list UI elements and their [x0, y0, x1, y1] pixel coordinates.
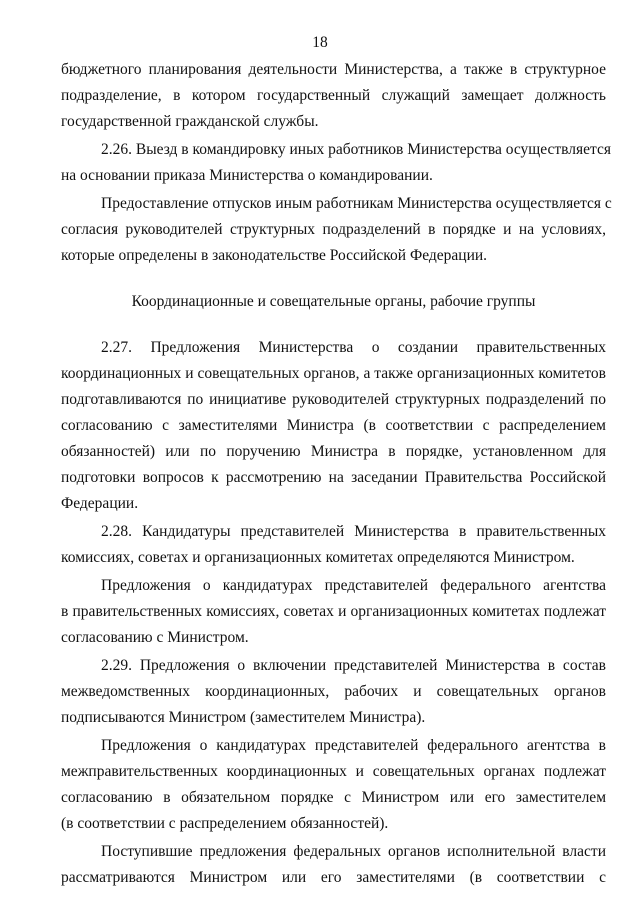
paragraph-continuation — [61, 57, 606, 135]
text-line: государственной гражданской службы. — [61, 113, 319, 130]
paragraph-2-29 — [61, 653, 606, 731]
paragraph-2-28 — [61, 519, 606, 571]
text-line: Поступившие предложения федеральных органов исполнительной власти — [101, 843, 606, 860]
text-line: согласованию в обязательном порядке с Министром или его заместителем — [61, 789, 606, 806]
paragraph-vacations — [61, 191, 612, 269]
text-line: согласованию с заместителями Министра (в соответствии с распределением — [61, 417, 606, 434]
text-line: обязанностей) или по поручению Министра в порядке, установленном для — [61, 443, 606, 460]
paragraph-2-26 — [61, 137, 611, 189]
text-line: рассматриваются Министром или его заместителями (в соответствии с — [61, 869, 606, 886]
text-line: подписываются Министром (заместителем Министра). — [61, 709, 426, 726]
paragraph-intergovernmental — [61, 733, 606, 837]
document-body — [61, 57, 612, 891]
text-line: 2.26. Выезд в командировку иных работников Министерства осуществляется — [101, 141, 611, 158]
section-heading: Координационные и совещательные органы, рабочие группы — [131, 293, 536, 310]
paragraph-2-27 — [61, 335, 606, 517]
paragraph-agency-candidates — [61, 573, 606, 651]
page-number: 18 — [312, 34, 328, 51]
text-line: 2.29. Предложения о включении представителей Министерства в состав — [101, 657, 606, 674]
text-line: которые определены в законодательстве Российской Федерации. — [61, 247, 488, 264]
text-line: согласованию с Министром. — [61, 629, 249, 646]
text-line: подготавливаются по инициативе руководителей структурных подразделений по — [61, 391, 606, 408]
text-line: 2.27. Предложения Министерства о создании правительственных — [101, 339, 606, 356]
text-line: в правительственных комиссиях, советах и организационных комитетах подлежат — [61, 603, 606, 620]
text-line: бюджетного планирования деятельности Министерства, а также в структурное — [61, 61, 606, 78]
text-line: 2.28. Кандидатуры представителей Министерства в правительственных — [101, 523, 606, 540]
text-line: подготовки вопросов к рассмотрению на заседании Правительства Российской — [61, 469, 606, 486]
text-line: межправительственных координационных и совещательных органах подлежат — [61, 763, 606, 780]
text-line: комиссиях, советах и организационных комитетах определяются Министром. — [61, 549, 575, 566]
text-line: согласия руководителей структурных подразделений в порядке и на условиях, — [61, 221, 606, 238]
text-line: (в соответствии с распределением обязанностей). — [61, 815, 389, 832]
text-line: координационных и совещательных органов, а также организационных комитетов — [61, 365, 606, 382]
text-line: Предложения о кандидатурах представителей федерального агентства в — [101, 737, 606, 754]
text-line: межведомственных координационных, рабочих и совещательных органов — [61, 683, 606, 700]
text-line: на основании приказа Министерства о командировании. — [61, 167, 433, 184]
text-line: Федерации. — [61, 495, 139, 512]
text-line: Предоставление отпусков иным работникам Министерства осуществляется с — [101, 195, 612, 212]
text-line: подразделение, в котором государственный служащий замещает должность — [61, 87, 606, 104]
paragraph-incoming-proposals — [61, 839, 606, 891]
text-line: Предложения о кандидатурах представителей федерального агентства — [101, 577, 606, 594]
